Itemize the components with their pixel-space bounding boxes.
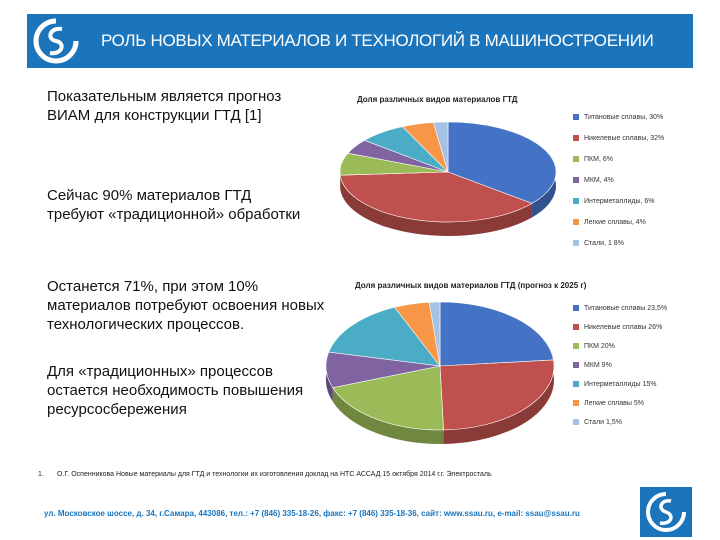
legend-item-0-0	[573, 113, 664, 134]
legend-label-0-4: Интерметаллиды, 6%	[584, 198, 655, 205]
legend-label-0-6: Стали, 1 8%	[584, 240, 624, 247]
legend-swatch-1-3	[573, 362, 579, 368]
legend-label-1-5: Легкие сплавы 5%	[584, 400, 644, 407]
legend-label-1-2: ПКМ 20%	[584, 343, 615, 350]
legend-item-0-5	[573, 218, 664, 239]
legend-item-0-3	[573, 176, 664, 197]
legend-item-1-0	[573, 304, 667, 323]
legend-label-1-3: МКМ 9%	[584, 362, 612, 369]
legend-item-0-2	[573, 155, 664, 176]
pie-chart-forecast	[318, 294, 568, 459]
legend-swatch-0-0	[573, 114, 579, 120]
legend-item-1-3	[573, 361, 667, 380]
legend-swatch-0-2	[573, 156, 579, 162]
paragraph-future: Останется 71%, при этом 10% материалов потребуют освоения новых технологических процессов.	[47, 278, 325, 333]
legend-item-1-4	[573, 380, 667, 399]
legend-swatch-1-6	[573, 419, 579, 425]
legend-swatch-1-5	[573, 400, 579, 406]
university-logo-icon	[32, 17, 80, 65]
chart-title-forecast: Доля различных видов материалов ГТД (прогноз к 2025 г)	[355, 281, 587, 290]
legend-swatch-1-2	[573, 343, 579, 349]
legend-label-1-6: Стали 1,5%	[584, 419, 622, 426]
legend-forecast	[573, 304, 667, 437]
pie-chart-current	[330, 110, 570, 250]
legend-label-0-1: Никелевые сплавы, 32%	[584, 135, 665, 142]
pie-slice-1-0	[440, 302, 553, 366]
header-bar	[27, 14, 693, 68]
paragraph-resource: Для «традиционных» процессов остается необходимость повышения ресурсосбережения	[47, 363, 304, 418]
legend-swatch-0-4	[573, 198, 579, 204]
legend-label-1-0: Титановые сплавы 23,5%	[584, 305, 668, 312]
footnote	[38, 471, 492, 478]
legend-item-1-1	[573, 323, 667, 342]
legend-swatch-0-6	[573, 240, 579, 246]
paragraph-forecast: Показательным является прогноз ВИАМ для конструкции ГТД [1]	[47, 88, 282, 124]
legend-swatch-1-0	[573, 305, 579, 311]
legend-current	[573, 113, 664, 260]
legend-swatch-0-5	[573, 219, 579, 225]
legend-label-0-3: МКМ, 4%	[584, 177, 614, 184]
legend-swatch-1-1	[573, 324, 579, 330]
legend-swatch-0-3	[573, 177, 579, 183]
legend-label-0-2: ПКМ, 6%	[584, 156, 613, 163]
legend-item-1-2	[573, 342, 667, 361]
footnote-text: О.Г. Оспенникова Новые материалы для ГТД и технологии их изготовления доклад на НТС АССАД 15 октября 2014 г.г. Электросталь	[57, 471, 492, 478]
legend-item-0-4	[573, 197, 664, 218]
legend-swatch-1-4	[573, 381, 579, 387]
legend-item-0-1	[573, 134, 664, 155]
legend-label-0-0: Титановые сплавы, 30%	[584, 114, 664, 121]
chart-title-current: Доля различных видов материалов ГТД	[357, 95, 518, 104]
paragraph-current: Сейчас 90% материалов ГТД требуют «традиционной» обработки	[47, 187, 301, 223]
pie-slice-1-1	[440, 360, 554, 430]
legend-item-1-5	[573, 399, 667, 418]
legend-label-1-1: Никелевые сплавы 26%	[584, 324, 663, 331]
legend-label-1-4: Интерметаллиды 15%	[584, 381, 657, 388]
footer-logo-icon	[640, 487, 692, 537]
footer-contacts: ул. Московское шоссе, д. 34, г.Самара, 443086, тел.: +7 (846) 335-18-26, факс: +7 (846) 335-18-36, сайт: www.ssau.ru, e-mail: ssau@ssau.ru	[44, 509, 580, 518]
legend-swatch-0-1	[573, 135, 579, 141]
footnote-number: 1.	[38, 471, 44, 478]
legend-label-0-5: Легкие сплавы, 4%	[584, 219, 646, 226]
legend-item-0-6	[573, 239, 664, 260]
legend-item-1-6	[573, 418, 667, 437]
page-title: РОЛЬ НОВЫХ МАТЕРИАЛОВ И ТЕХНОЛОГИЙ В МАШИНОСТРОЕНИИ	[101, 31, 654, 50]
